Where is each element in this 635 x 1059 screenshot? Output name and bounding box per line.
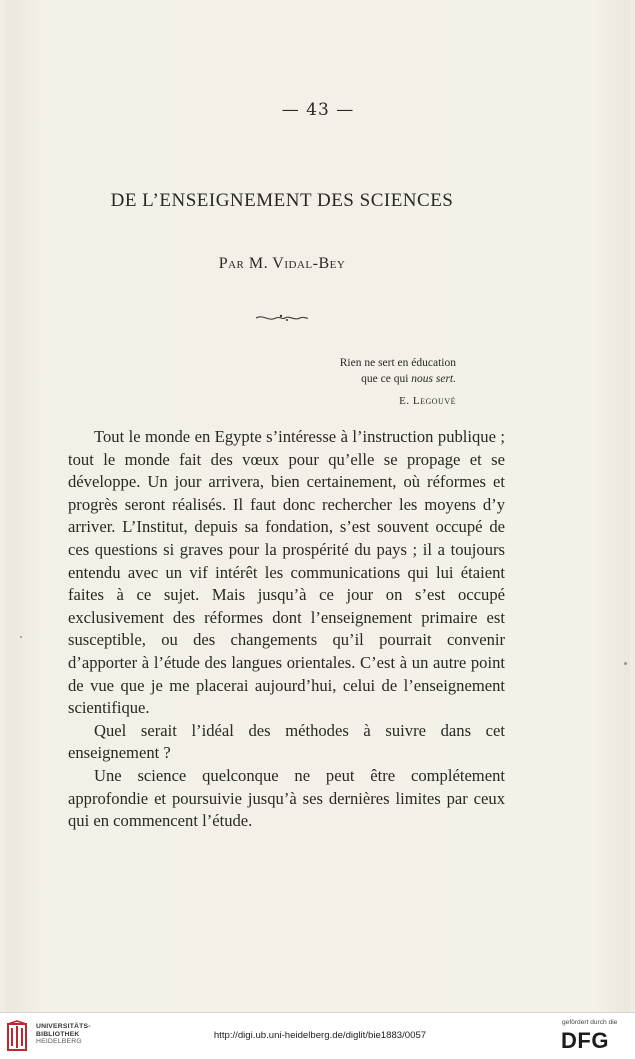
epigraph — [296, 355, 456, 387]
footer-bar — [0, 1012, 635, 1059]
epigraph-emphasis: nous sert. — [411, 373, 456, 385]
library-line-3: HEIDELBERG — [36, 1038, 82, 1046]
scan-speck — [624, 662, 627, 665]
scan-speck — [20, 636, 22, 638]
epigraph-attribution: E. Legouvé — [399, 395, 456, 407]
scanned-page — [6, 0, 630, 1012]
epigraph-line-2 — [296, 371, 456, 387]
funding-caption: gefördert durch die — [562, 1019, 618, 1026]
library-name — [36, 1023, 91, 1046]
article-title: DE L’ENSEIGNEMENT DES SCIENCES — [110, 190, 454, 211]
ornament-icon — [254, 311, 310, 325]
paragraph-3: Une science quelconque ne peut être complétement approfondie et poursuivie jusqu’à ses dernières limites par ceux qui en commencent l’étude. — [68, 765, 505, 831]
university-library-logo-icon — [6, 1020, 32, 1052]
library-line-1: UNIVERSITÄTS- — [36, 1023, 91, 1030]
article-body — [68, 426, 505, 833]
article-author: Par M. Vidal-Bey — [218, 255, 346, 272]
permalink-url[interactable]: http://digi.ub.uni-heidelberg.de/diglit/bie1883/0057 — [213, 1030, 427, 1041]
epigraph-line-2-prefix: que ce qui — [361, 373, 412, 385]
page-number: — 43 — — [281, 100, 355, 120]
library-line-2: BIBLIOTHEK — [36, 1030, 80, 1038]
paragraph-2: Quel serait l’idéal des méthodes à suivre dans cet enseignement ? — [68, 720, 505, 763]
dfg-logo: DFG — [561, 1028, 609, 1053]
paragraph-1: Tout le monde en Egypte s’intéresse à l’instruction publique ; tout le monde fait des vœux pour qu’elle se propage et se développe. Un jour arrivera, bien certainement, où réformes et progrès seront réalisés. Il faut donc rechercher les moyens d’y arriver. L’Institut, depuis sa fondation, s’est souvent occupé de ces questions si graves pour la prospérité du pays ; il a toujours entendu avec un vif intérêt les communications qui lui étaient faites à ce sujet. Mais jusqu’à ce jour on s’est occupé exclusivement des réformes dont l’enseignement primaire est susceptible, ou des changements qu’il pourrait convenir d’apporter à l’étude des langues orientales. C’est à un autre point de vue que je me placerai aujourd’hui, celui de l’enseignement scientifique. — [68, 427, 505, 718]
epigraph-line-1: Rien ne sert en éducation — [339, 357, 456, 369]
